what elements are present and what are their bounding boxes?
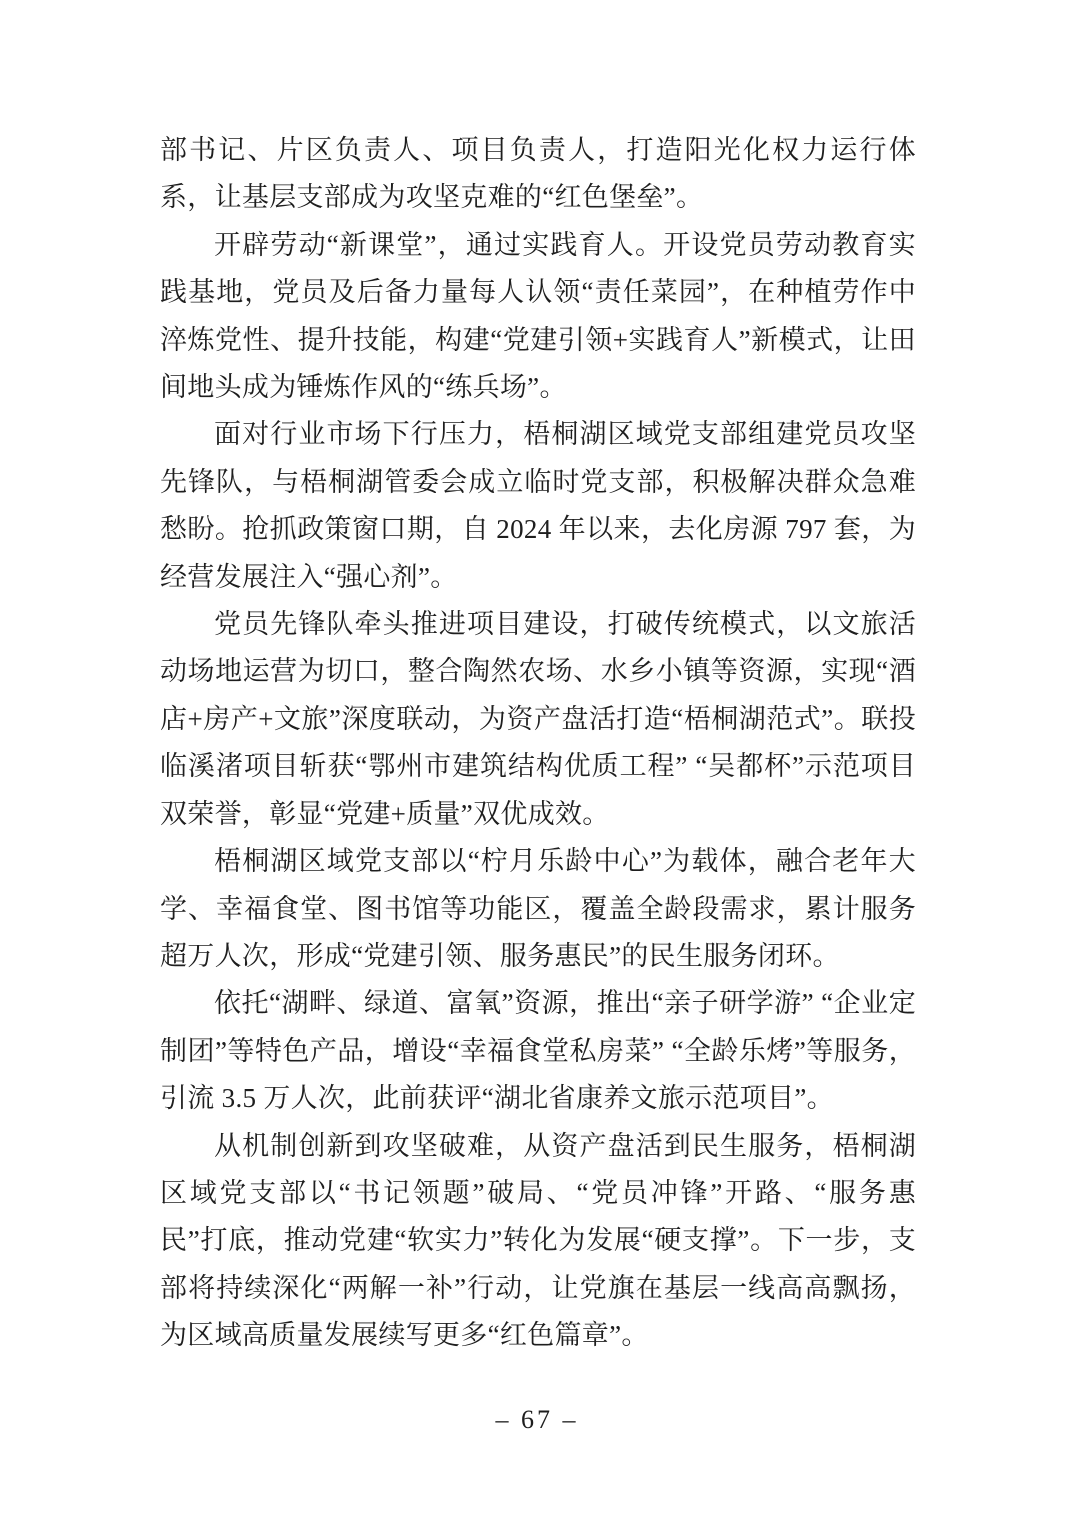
paragraph: 部书记、片区负责人、项目负责人，打造阳光化权力运行体系，让基层支部成为攻坚克难的“红色堡垒”。: [160, 135, 916, 213]
paragraph: 从机制创新到攻坚破难，从资产盘活到民生服务，梧桐湖区域党支部以“书记领题”破局、“党员冲锋”开路、“服务惠民”打底，推动党建“软实力”转化为发展“硬支撑”。下一步，支部将持续深化“两解一补”行动，让党旗在基层一线高高飘扬，为区域高质量发展续写更多“红色篇章”。: [160, 1130, 916, 1351]
paragraph: 党员先锋队牵头推进项目建设，打破传统模式，以文旅活动场地运营为切口，整合陶然农场、水乡小镇等资源，实现“酒店+房产+文旅”深度联动，为资产盘活打造“梧桐湖范式”。联投临溪渚项目斩获“鄂州市建筑结构优质工程” “吴都杯”示范项目双荣誉，彰显“党建+质量”双优成效。: [160, 609, 916, 829]
page-number: – 67 –: [495, 1405, 579, 1434]
document-body: [160, 127, 916, 1360]
paragraph: 面对行业市场下行压力，梧桐湖区域党支部组建党员攻坚先锋队，与梧桐湖管委会成立临时党支部，积极解决群众急难愁盼。抢抓政策窗口期，自 2024 年以来，去化房源 797 套，为经营发展注入“强心剂”。: [160, 419, 916, 592]
paragraph: 依托“湖畔、绿道、富氧”资源，推出“亲子研学游” “企业定制团”等特色产品，增设“幸福食堂私房菜” “全龄乐烤”等服务，引流 3.5 万人次，此前获评“湖北省康养文旅示范项目”。: [160, 988, 916, 1114]
paragraph: 开辟劳动“新课堂”，通过实践育人。开设党员劳动教育实践基地，党员及后备力量每人认领“责任菜园”，在种植劳作中淬炼党性、提升技能，构建“党建引领+实践育人”新模式，让田间地头成为锤炼作风的“练兵场”。: [160, 229, 916, 403]
paragraph: 梧桐湖区域党支部以“柠月乐龄中心”为载体，融合老年大学、幸福食堂、图书馆等功能区，覆盖全龄段需求，累计服务超万人次，形成“党建引领、服务惠民”的民生服务闭环。: [160, 846, 916, 971]
